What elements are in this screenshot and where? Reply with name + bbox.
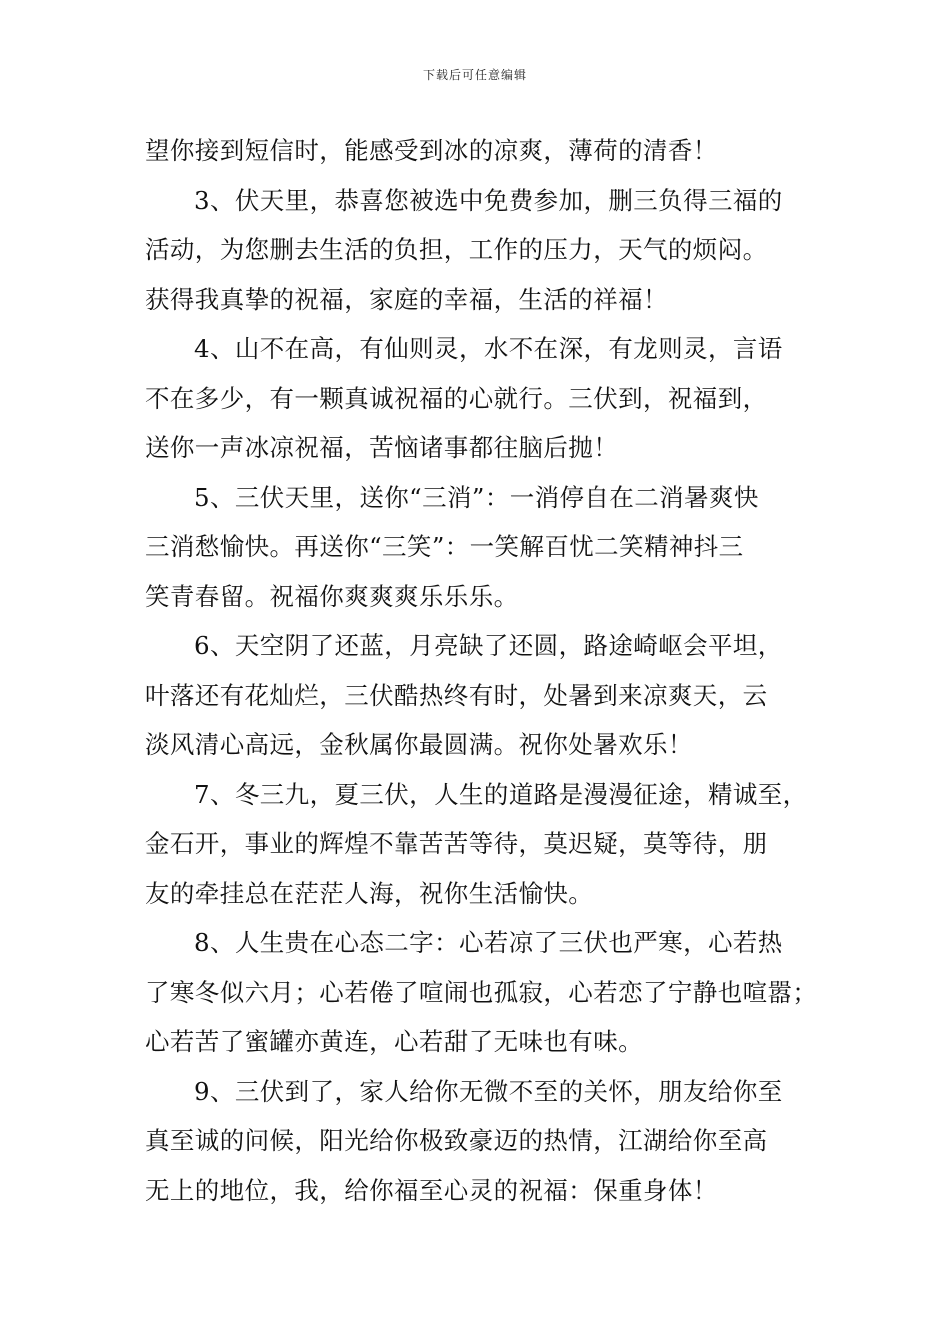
text-line: 了寒冬似六月；心若倦了喧闹也孤寂，心若恋了宁静也喧嚣； [145, 977, 818, 1007]
text-line: 6、天空阴了还蓝，月亮缺了还圆，路途崎岖会平坦， [194, 631, 783, 660]
document-body [145, 126, 825, 1215]
text-line: 笑青春留。祝福你爽爽爽乐乐乐。 [145, 581, 519, 611]
text-line: 8、人生贵在心态二字：心若凉了三伏也严寒，心若热 [194, 928, 783, 957]
text-line: 3、伏天里，恭喜您被选中免费参加，删三负得三福的 [194, 185, 783, 215]
text-line: 9、三伏到了，家人给你无微不至的关怀，朋友给你至 [194, 1076, 783, 1106]
text-line: 获得我真挚的祝福，家庭的幸福，生活的祥福！ [145, 284, 668, 314]
text-line: 4、山不在高，有仙则灵，水不在深，有龙则灵，言语 [194, 334, 783, 363]
text-line: 送你一声冰凉祝福，苦恼诸事都往脑后抛！ [145, 433, 619, 462]
text-line: 真至诚的问候，阳光给你极致豪迈的热情，江湖给你至高 [145, 1126, 768, 1155]
text-line: 金石开，事业的辉煌不靠苦苦等待，莫迟疑，莫等待，朋 [145, 829, 768, 858]
text-line: 7、冬三九，夏三伏，人生的道路是漫漫征途，精诚至， [194, 779, 808, 809]
page-header-note: 下载后可任意编辑 [422, 68, 527, 82]
text-line: 叶落还有花灿烂，三伏酷热终有时，处暑到来凉爽天，云 [145, 680, 768, 710]
text-line: 不在多少，有一颗真诚祝福的心就行。三伏到，祝福到， [145, 383, 768, 413]
text-line: 友的牵挂总在茫茫人海，祝你生活愉快。 [145, 878, 594, 908]
text-line: 心若苦了蜜罐亦黄连，心若甜了无味也有味。 [145, 1027, 643, 1056]
text-line: 无上的地位，我，给你福至心灵的祝福：保重身体！ [145, 1175, 718, 1205]
text-line: 5、三伏天里，送你“三消”：一消停自在二消暑爽快 [194, 482, 759, 512]
text-line: 淡风清心高远，金秋属你最圆满。祝你处暑欢乐！ [145, 730, 693, 759]
text-line: 活动，为您删去生活的负担，工作的压力，天气的烦闷。 [145, 235, 768, 264]
text-line: 三消愁愉快。再送你“三笑”：一笑解百忧二笑精神抖三 [145, 532, 744, 561]
text-line: 望你接到短信时，能感受到冰的凉爽，薄荷的清香！ [145, 136, 718, 165]
